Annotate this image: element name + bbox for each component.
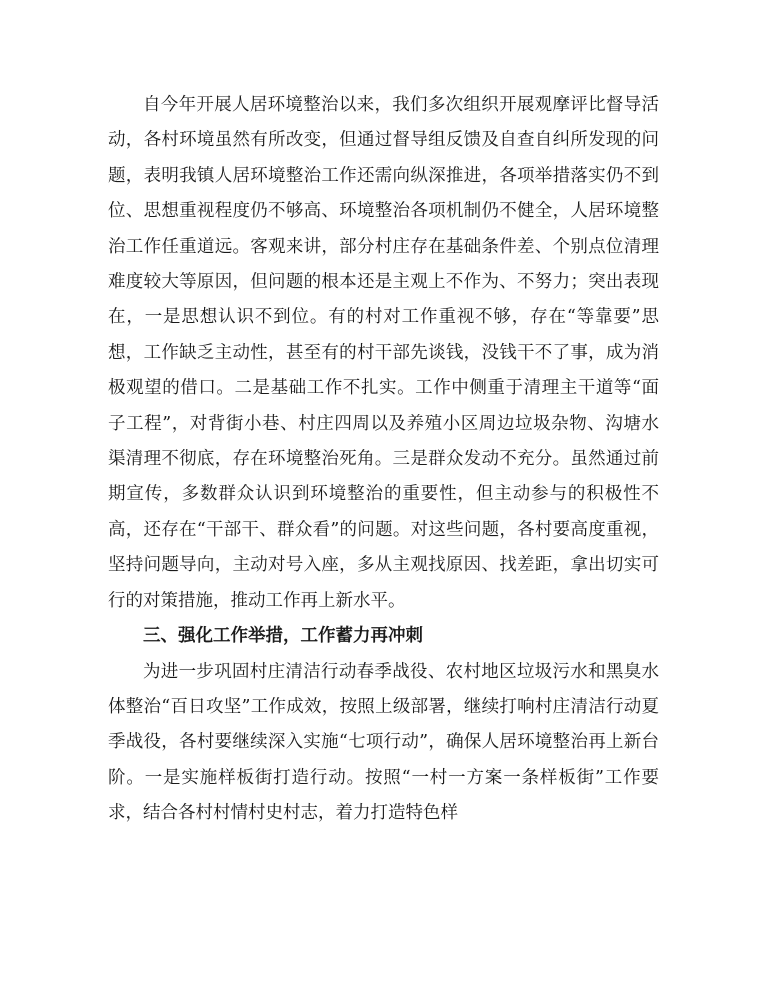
paragraph-problems: 自今年开展人居环境整治以来，我们多次组织开展观摩评比督导活动，各村环境虽然有所改变，但通过督导组反馈及自查自纠所发现的问题，表明我镇人居环境整治工作还需向纵深推进，各项举措落实仍不到位、思想重视程度仍不够高、环境整治各项机制仍不健全，人居环境整治工作任重道远。客观来讲，部分村庄存在基础条件差、个别点位清理难度较大等原因，但问题的根本还是主观上不作为、不努力；突出表现在，一是思想认识不到位。有的村对工作重视不够，存在“等靠要”思想，工作缺乏主动性，甚至有的村干部先谈钱，没钱干不了事，成为消极观望的借口。二是基础工作不扎实。工作中侧重于清理主干道等“面子工程”，对背街小巷、村庄四周以及养殖小区周边垃圾杂物、沟塘水渠清理不彻底，存在环境整治死角。三是群众发动不充分。虽然通过前期宣传，多数群众认识到环境整治的重要性，但主动参与的积极性不高，还存在“干部干、群众看”的问题。对这些问题，各村要高度重视，坚持问题导向，主动对号入座，多从主观找原因、找差距，拿出切实可行的对策措施，推动工作再上新水平。 <box>108 95 659 611</box>
paragraph-measures: 为进一步巩固村庄清洁行动春季战役、农村地区垃圾污水和黑臭水体整治“百日攻坚”工作成效，按照上级部署，继续打响村庄清洁行动夏季战役，各村要继续深入实施“七项行动”，确保人居环境整治再上新台阶。一是实施样板街打造行动。按照“一村一方案一条样板街”工作要求，结合各村村情村史村志，着力打造特色样 <box>108 661 659 824</box>
section-heading-3: 三、强化工作举措，工作蓄力再冲刺 <box>143 626 423 647</box>
document-body <box>108 88 659 832</box>
